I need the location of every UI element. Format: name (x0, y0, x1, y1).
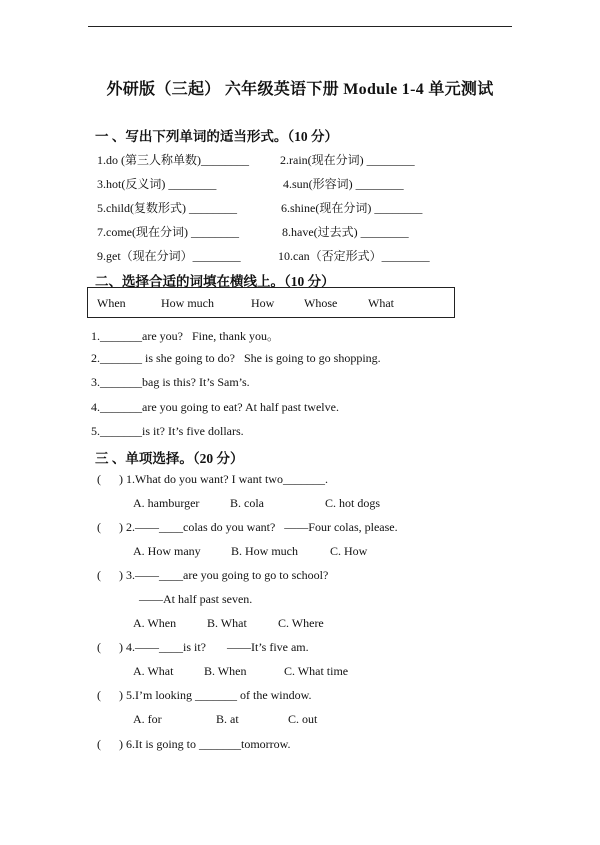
word-bank (87, 287, 455, 318)
q2-option-c: C. How (330, 544, 368, 558)
q4-option-c: C. What time (284, 664, 349, 678)
s1-item-3: 3.hot(反义词) ________ (97, 177, 217, 191)
s1-item-9: 9.get（现在分词）________ (97, 249, 241, 263)
q3-stem: ( ) 3.——____are you going to go to school? (97, 568, 329, 582)
s2-item-4: 4._______are you going to eat? At half past twelve. (91, 400, 339, 414)
q4-option-a: A. What (133, 664, 174, 678)
s2-item-3: 3._______bag is this? It’s Sam’s. (91, 375, 250, 389)
q3-answer-line: ——At half past seven. (139, 592, 253, 606)
s1-item-2: 2.rain(现在分词) ________ (280, 153, 415, 167)
q1-stem: ( ) 1.What do you want? I want two_______. (97, 472, 328, 486)
word-bank-item: When (97, 296, 126, 310)
q2-option-a: A. How many (133, 544, 201, 558)
section3-heading: 三 、单项选择。（20 分） (95, 451, 244, 466)
q1-option-b: B. cola (230, 496, 264, 510)
top-rule (88, 26, 512, 27)
q4-stem: ( ) 4.——____is it? ——It’s five am. (97, 640, 309, 654)
q2-option-b: B. How much (231, 544, 298, 558)
s1-item-10: 10.can（否定形式）________ (278, 249, 430, 263)
q3-option-a: A. When (133, 616, 177, 630)
word-bank-item: What (368, 296, 394, 310)
q1-option-a: A. hamburger (133, 496, 200, 510)
s2-item-2: 2._______ is she going to do? She is going to go shopping. (91, 351, 381, 365)
s1-item-4: 4.sun(形容词) ________ (283, 177, 404, 191)
q5-option-c: C. out (288, 712, 318, 726)
q3-option-b: B. What (207, 616, 247, 630)
s1-item-6: 6.shine(现在分词) ________ (281, 201, 423, 215)
q3-option-c: C. Where (278, 616, 324, 630)
q4-option-b: B. When (204, 664, 247, 678)
q1-option-c: C. hot dogs (325, 496, 381, 510)
s1-item-1: 1.do (第三人称单数)________ (97, 153, 249, 167)
q5-option-a: A. for (133, 712, 162, 726)
word-bank-item: Whose (304, 296, 338, 310)
q2-stem: ( ) 2.——____colas do you want? ——Four colas, please. (97, 520, 398, 534)
s2-item-1: 1._______are you? Fine, thank you。 (91, 329, 279, 343)
word-bank-item: How (251, 296, 275, 310)
s1-item-5: 5.child(复数形式) ________ (97, 201, 237, 215)
q5-stem: ( ) 5.I’m looking _______ of the window. (97, 688, 312, 702)
page-title: 外研版（三起） 六年级英语下册 Module 1-4 单元测试 (106, 81, 494, 98)
word-bank-item: How much (161, 296, 214, 310)
section2-heading: 二、选择合适的词填在横线上。（10 分） (95, 274, 335, 289)
s1-item-8: 8.have(过去式) ________ (282, 225, 409, 239)
s1-item-7: 7.come(现在分词) ________ (97, 225, 239, 239)
q5-option-b: B. at (216, 712, 239, 726)
s2-item-5: 5._______is it? It’s five dollars. (91, 424, 244, 438)
q6-stem: ( ) 6.It is going to _______tomorrow. (97, 737, 291, 751)
section1-heading: 一 、写出下列单词的适当形式。（10 分） (95, 129, 338, 144)
